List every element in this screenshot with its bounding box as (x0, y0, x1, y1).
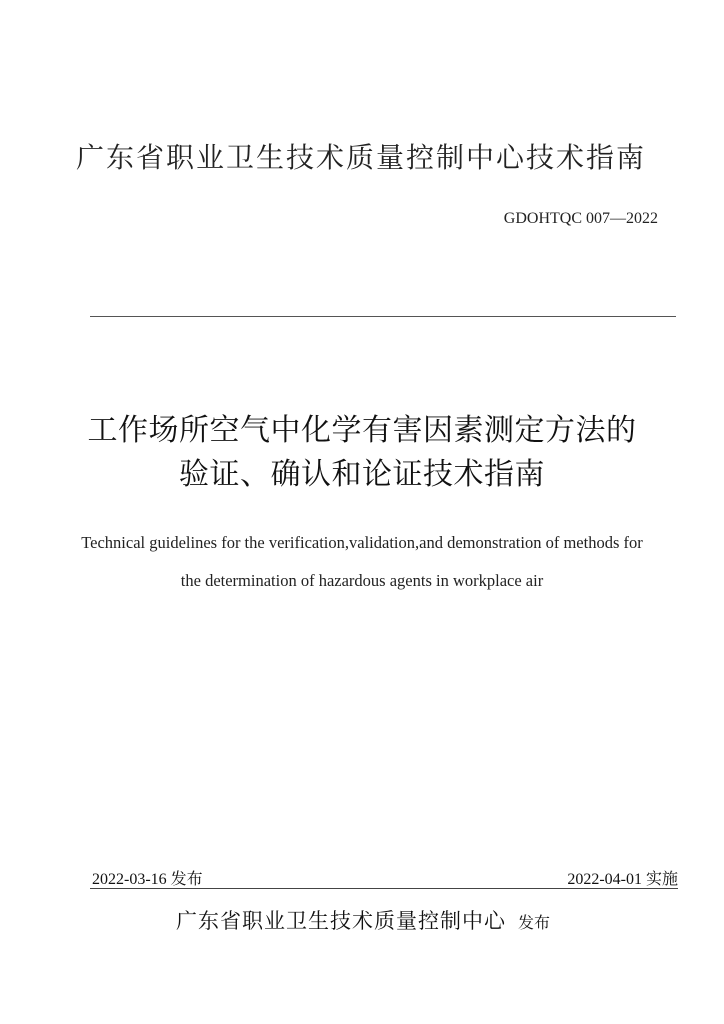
main-title-line-1: 工作场所空气中化学有害因素测定方法的 (87, 413, 637, 448)
series-title: 广东省职业卫生技术质量控制中心技术指南 (76, 141, 647, 174)
bottom-divider (90, 888, 678, 889)
english-title-line-1: Technical guidelines for the verification,validation,and demonstration of methods for (81, 533, 643, 552)
document-code: GDOHTQC 007—2022 (503, 210, 658, 227)
english-title-line-2: the determination of hazardous agents in workplace air (180, 571, 544, 590)
publisher-name: 广东省职业卫生技术质量控制中心 (176, 909, 506, 933)
top-divider (90, 316, 676, 317)
publisher (176, 905, 550, 935)
publisher-suffix: 发布 (518, 913, 551, 932)
main-title-line-2: 验证、确认和论证技术指南 (179, 457, 545, 492)
effective-date: 2022-04-01 实施 (567, 871, 678, 888)
release-date: 2022-03-16 发布 (92, 871, 203, 888)
